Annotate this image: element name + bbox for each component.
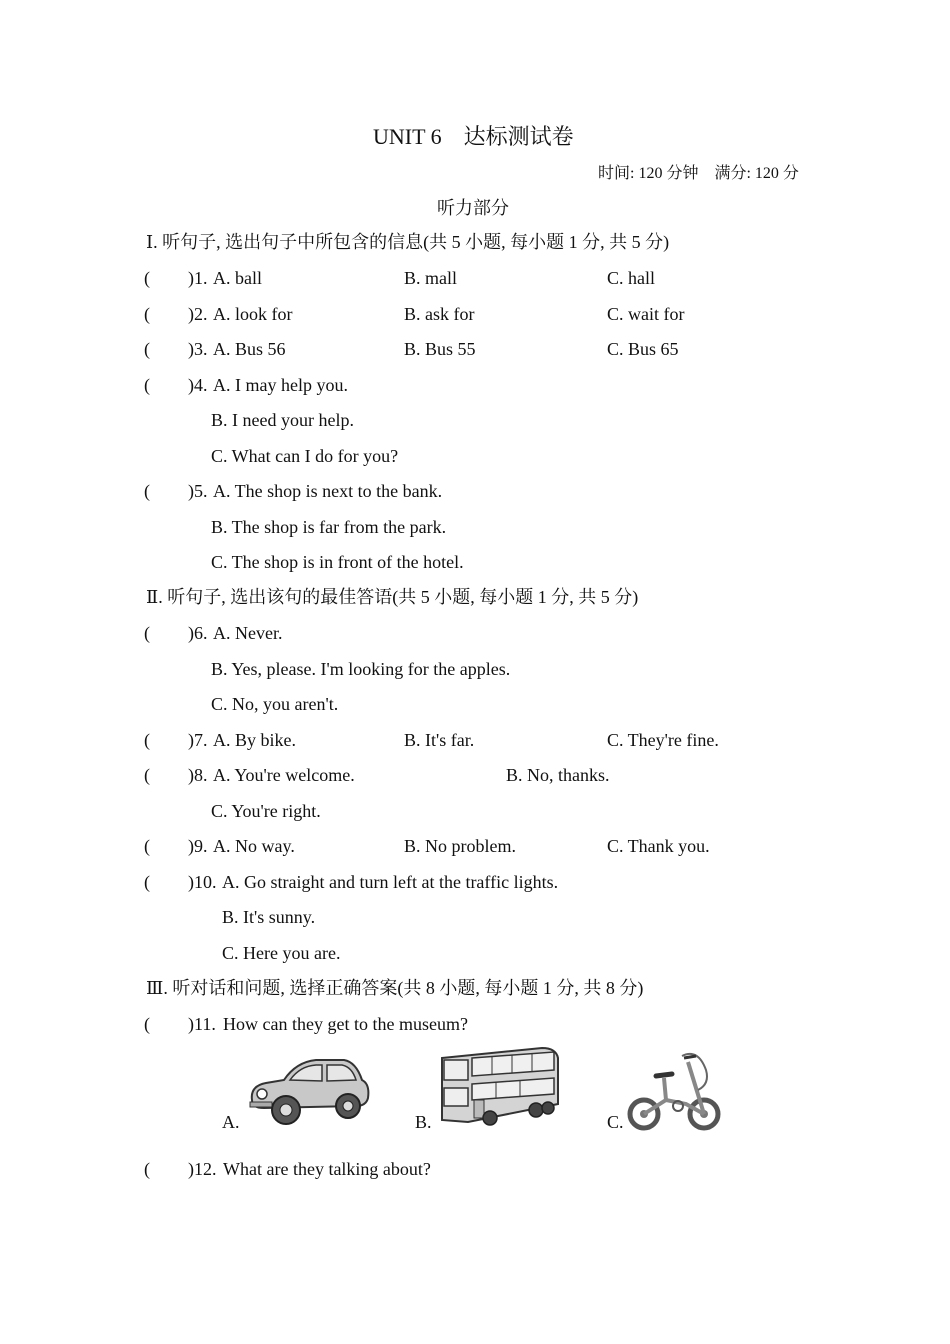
answer-paren: ( bbox=[144, 1014, 150, 1034]
option-c: C. The shop is in front of the hotel. bbox=[211, 552, 464, 572]
section-1-heading: Ⅰ. 听句子, 选出句子中所包含的信息(共 5 小题, 每小题 1 分, 共 5 分) bbox=[146, 232, 670, 252]
answer-paren: ( bbox=[144, 339, 150, 359]
option-a: A. By bike. bbox=[213, 730, 296, 750]
option-a: A. The shop is next to the bank. bbox=[213, 481, 443, 501]
bike-icon bbox=[626, 1044, 722, 1132]
answer-paren: ( bbox=[144, 268, 150, 288]
answer-paren: ( bbox=[144, 375, 150, 395]
question-number: )3. bbox=[188, 339, 208, 359]
part-title: 听力部分 bbox=[437, 198, 509, 218]
option-c: C. wait for bbox=[607, 304, 685, 324]
option-b: B. The shop is far from the park. bbox=[211, 517, 447, 537]
option-c: C. You're right. bbox=[211, 801, 321, 821]
option-b: B. mall bbox=[404, 268, 457, 288]
question-number: )12. bbox=[188, 1159, 217, 1179]
question-number: )1. bbox=[188, 268, 208, 288]
question-number: )11. bbox=[188, 1014, 216, 1034]
option-b: B. It's far. bbox=[404, 730, 475, 750]
question-number: )9. bbox=[188, 836, 208, 856]
option-a: A. ball bbox=[213, 268, 262, 288]
option-b: B. Yes, please. I'm looking for the apples. bbox=[211, 659, 511, 679]
question-number: )6. bbox=[188, 623, 208, 643]
option-c: C. No, you aren't. bbox=[211, 694, 339, 714]
option-b: B. No, thanks. bbox=[506, 765, 610, 785]
option-a: A. You're welcome. bbox=[213, 765, 355, 785]
question-number: )10. bbox=[188, 872, 217, 892]
answer-paren: ( bbox=[144, 481, 150, 501]
car-icon bbox=[244, 1050, 374, 1130]
answer-paren: ( bbox=[144, 836, 150, 856]
option-c: C. What can I do for you? bbox=[211, 446, 399, 466]
question-number: )5. bbox=[188, 481, 208, 501]
option-c: C. Here you are. bbox=[222, 943, 341, 963]
answer-paren: ( bbox=[144, 872, 150, 892]
option-b: B. Bus 55 bbox=[404, 339, 476, 359]
option-a: A. I may help you. bbox=[213, 375, 348, 395]
time-info: 时间: 120 分钟 满分: 120 分 bbox=[598, 165, 799, 182]
section-3-heading: Ⅲ. 听对话和问题, 选择正确答案(共 8 小题, 每小题 1 分, 共 8 分) bbox=[146, 978, 644, 998]
option-a-label: A. bbox=[222, 1112, 240, 1132]
option-c: C. hall bbox=[607, 268, 655, 288]
option-a: A. look for bbox=[213, 304, 293, 324]
answer-paren: ( bbox=[144, 304, 150, 324]
option-a: A. Bus 56 bbox=[213, 339, 286, 359]
question-text: What are they talking about? bbox=[223, 1159, 431, 1179]
answer-paren: ( bbox=[144, 623, 150, 643]
option-c: C. Thank you. bbox=[607, 836, 710, 856]
exam-title: UNIT 6 达标测试卷 bbox=[373, 124, 574, 149]
option-b: B. I need your help. bbox=[211, 410, 354, 430]
question-number: )8. bbox=[188, 765, 208, 785]
section-2-heading: Ⅱ. 听句子, 选出该句的最佳答语(共 5 小题, 每小题 1 分, 共 5 分) bbox=[146, 587, 639, 607]
option-b: B. No problem. bbox=[404, 836, 516, 856]
answer-paren: ( bbox=[144, 730, 150, 750]
option-c: C. Bus 65 bbox=[607, 339, 679, 359]
option-c-label: C. bbox=[607, 1112, 624, 1132]
question-number: )4. bbox=[188, 375, 208, 395]
question-number: )2. bbox=[188, 304, 208, 324]
answer-paren: ( bbox=[144, 1159, 150, 1179]
option-b: B. ask for bbox=[404, 304, 475, 324]
answer-paren: ( bbox=[144, 765, 150, 785]
option-c: C. They're fine. bbox=[607, 730, 719, 750]
bus-icon bbox=[438, 1044, 562, 1130]
question-number: )7. bbox=[188, 730, 208, 750]
option-a: A. Never. bbox=[213, 623, 283, 643]
question-text: How can they get to the museum? bbox=[223, 1014, 468, 1034]
option-a: A. No way. bbox=[213, 836, 295, 856]
option-b-label: B. bbox=[415, 1112, 432, 1132]
option-a: A. Go straight and turn left at the traffic lights. bbox=[222, 872, 559, 892]
option-b: B. It's sunny. bbox=[222, 907, 316, 927]
